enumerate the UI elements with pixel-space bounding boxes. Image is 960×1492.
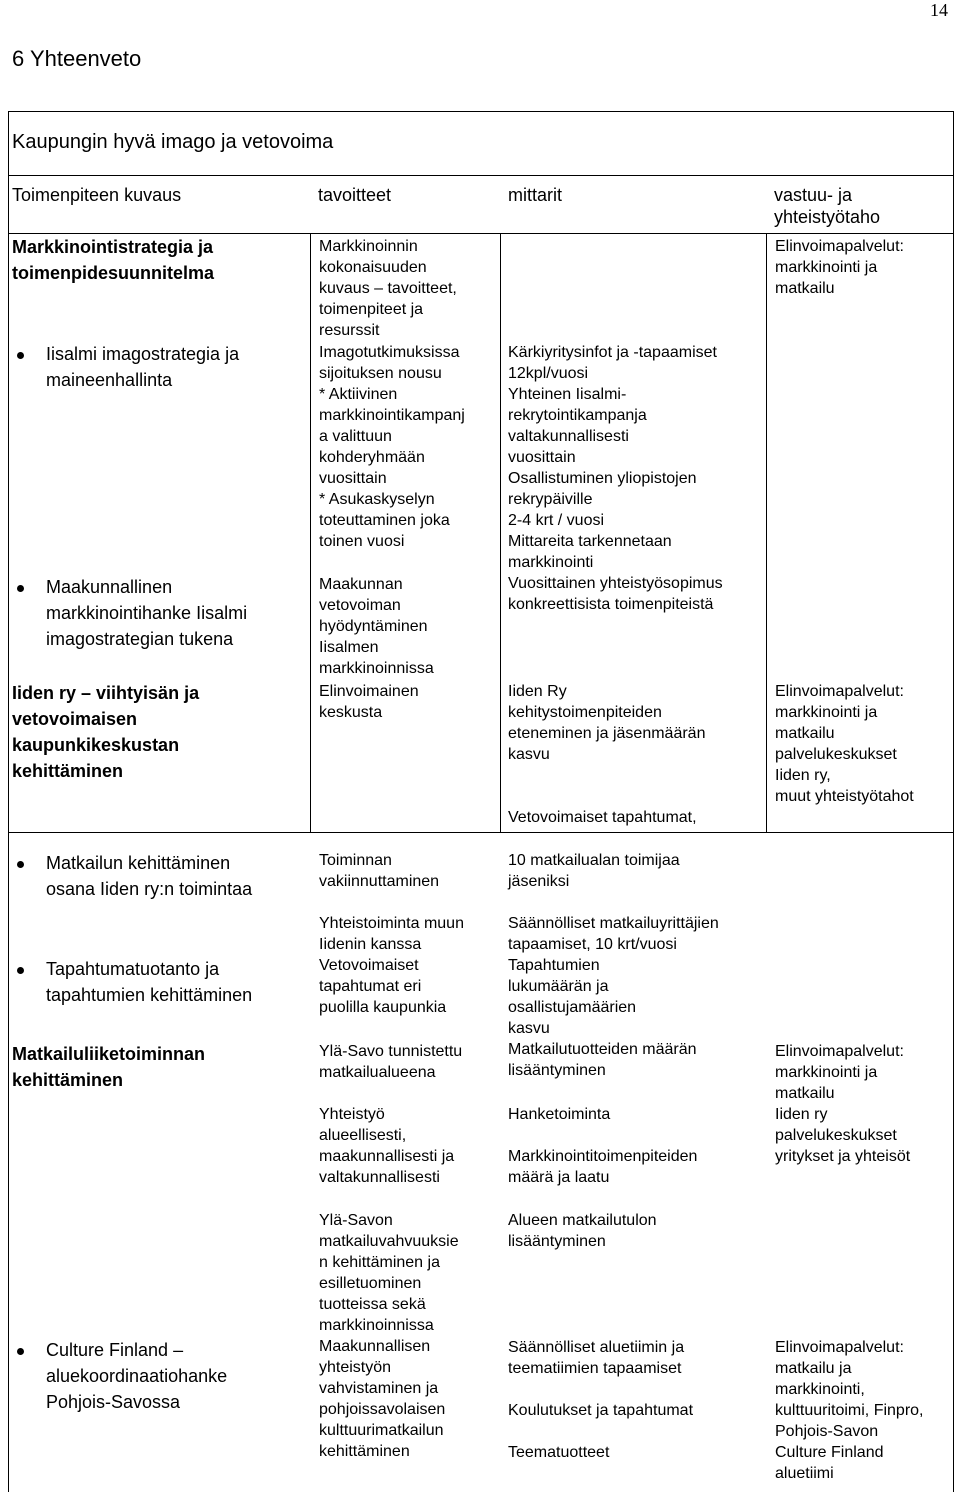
- goal-block: Elinvoimainen keskusta: [319, 683, 419, 721]
- bullet-icon: [17, 1348, 24, 1355]
- column-rule: [766, 233, 767, 833]
- table-rule: [8, 175, 954, 176]
- measure-iisalmi-imagostrategia: Iisalmi imagostrategia ja maineenhallinta: [46, 344, 240, 390]
- goal-block: Ylä-Savon matkailuvahvuuksie n kehittäminen ja esilletuominen tuotteissa sekä markkinoinnissa Maakunnallisen yhteistyön vahvistaminen ja pohjoissavolaisen kulttuurimatkailun kehittäminen: [319, 1212, 459, 1460]
- metric-block: Kärkiyritysinfot ja -tapaamiset 12kpl/vuosi Yhteinen Iisalmi- rekrytointikampanja valtakunnallisesti vuosittain Osallistuminen yliopistojen rekrypäiville 2-4 krt / vuosi Mittareita tarkennetaan markkinointi Vuosittainen yhteistyösopimus konkreettisista toimenpiteistä: [508, 344, 723, 613]
- goal-block: Toiminnan vakiinnuttaminen: [319, 852, 440, 890]
- subsection-title: Kaupungin hyvä imago ja vetovoima: [12, 131, 334, 153]
- bullet-icon: [17, 585, 24, 592]
- responsible-block: Elinvoimapalvelut: markkinointi ja matkailu: [775, 238, 904, 297]
- bullet-icon: [17, 967, 24, 974]
- measure-tapahtumatuotanto: Tapahtumatuotanto ja tapahtumien kehittäminen: [46, 959, 253, 1005]
- column-header-mittarit: mittarit: [508, 185, 562, 205]
- metric-block: Säännölliset matkailuyrittäjien tapaamiset, 10 krt/vuosi Tapahtumien lukumäärän ja osallistujamäärien kasvu Matkailutuotteiden määrän lisääntyminen: [508, 915, 719, 1079]
- measure-iiden-ry: Iiden ry – viihtyisän ja vetovoimaisen kaupunkikeskustan kehittäminen: [12, 683, 200, 781]
- metric-block: Vetovoimaiset tapahtumat,: [508, 809, 697, 826]
- metric-block: Iiden Ry kehitystoimenpiteiden eteneminen ja jäsenmäärän kasvu: [508, 683, 706, 763]
- measure-matkailuliiketoiminta: Matkailuliiketoiminnan kehittäminen: [12, 1044, 206, 1090]
- bullet-icon: [17, 861, 24, 868]
- responsible-block: Elinvoimapalvelut: markkinointi ja matkailu palvelukeskukset Iiden ry, muut yhteistyötahot: [775, 683, 914, 805]
- metric-block: Hanketoiminta: [508, 1106, 611, 1123]
- goal-block: Ylä-Savo tunnistettu matkailualueena: [319, 1043, 463, 1081]
- goal-block: Markkinoinnin kokonaisuuden kuvaus – tavoitteet, toimenpiteet ja resurssit: [319, 238, 457, 339]
- column-header-kuvaus: Toimenpiteen kuvaus: [12, 185, 182, 205]
- column-rule: [310, 233, 311, 833]
- column-rule: [500, 233, 501, 833]
- table-rule: [8, 832, 954, 833]
- goal-block: Yhteistyö alueellisesti, maakunnallisesti ja valtakunnallisesti: [319, 1106, 455, 1186]
- metric-block: 10 matkailualan toimijaa jäseniksi: [508, 852, 680, 890]
- measure-markkinointistrategia: Markkinointistrategia ja toimenpidesuunnitelma: [12, 237, 215, 283]
- measure-culture-finland: Culture Finland – aluekoordinaatiohanke Pohjois-Savossa: [46, 1340, 228, 1412]
- responsible-block: Elinvoimapalvelut: markkinointi ja matkailu Iiden ry palvelukeskukset yritykset ja yhteisöt: [775, 1043, 911, 1165]
- goal-block: Imagotutkimuksissa sijoituksen nousu * Aktiivinen markkinointikampanj a valittuun kohderyhmään vuosittain * Asukaskyselyn toteuttaminen joka toinen vuosi: [319, 344, 465, 550]
- metric-block: Alueen matkailutulon lisääntyminen: [508, 1212, 657, 1250]
- page-number: 14: [930, 0, 948, 20]
- column-header-tavoitteet: tavoitteet: [318, 185, 392, 205]
- section-title: 6 Yhteenveto: [12, 46, 142, 71]
- metric-block: Teematuotteet: [508, 1444, 610, 1461]
- goal-block: Maakunnan vetovoiman hyödyntäminen Iisalmen markkinoinnissa: [319, 576, 434, 677]
- metric-block: Koulutukset ja tapahtumat: [508, 1402, 694, 1419]
- goal-block: Yhteistoiminta muun Iidenin kanssa Vetovoimaiset tapahtumat eri puolilla kaupunkia: [319, 915, 464, 1016]
- column-header-vastuu: vastuu- ja yhteistyötaho: [774, 185, 881, 227]
- measure-matkailun-kehittaminen: Matkailun kehittäminen osana Iiden ry:n toimintaa: [46, 853, 253, 899]
- metric-block: Säännölliset aluetiimin ja teematiimien tapaamiset: [508, 1339, 685, 1377]
- bullet-icon: [17, 352, 24, 359]
- measure-maakunnallinen-hanke: Maakunnallinen markkinointihanke Iisalmi imagostrategian tukena: [46, 577, 248, 649]
- metric-block: Markkinointitoimenpiteiden määrä ja laatu: [508, 1148, 698, 1186]
- responsible-block: Elinvoimapalvelut: matkailu ja markkinointi, kulttuuritoimi, Finpro, Pohjois-Savon Culture Finland aluetiimi: [775, 1339, 924, 1482]
